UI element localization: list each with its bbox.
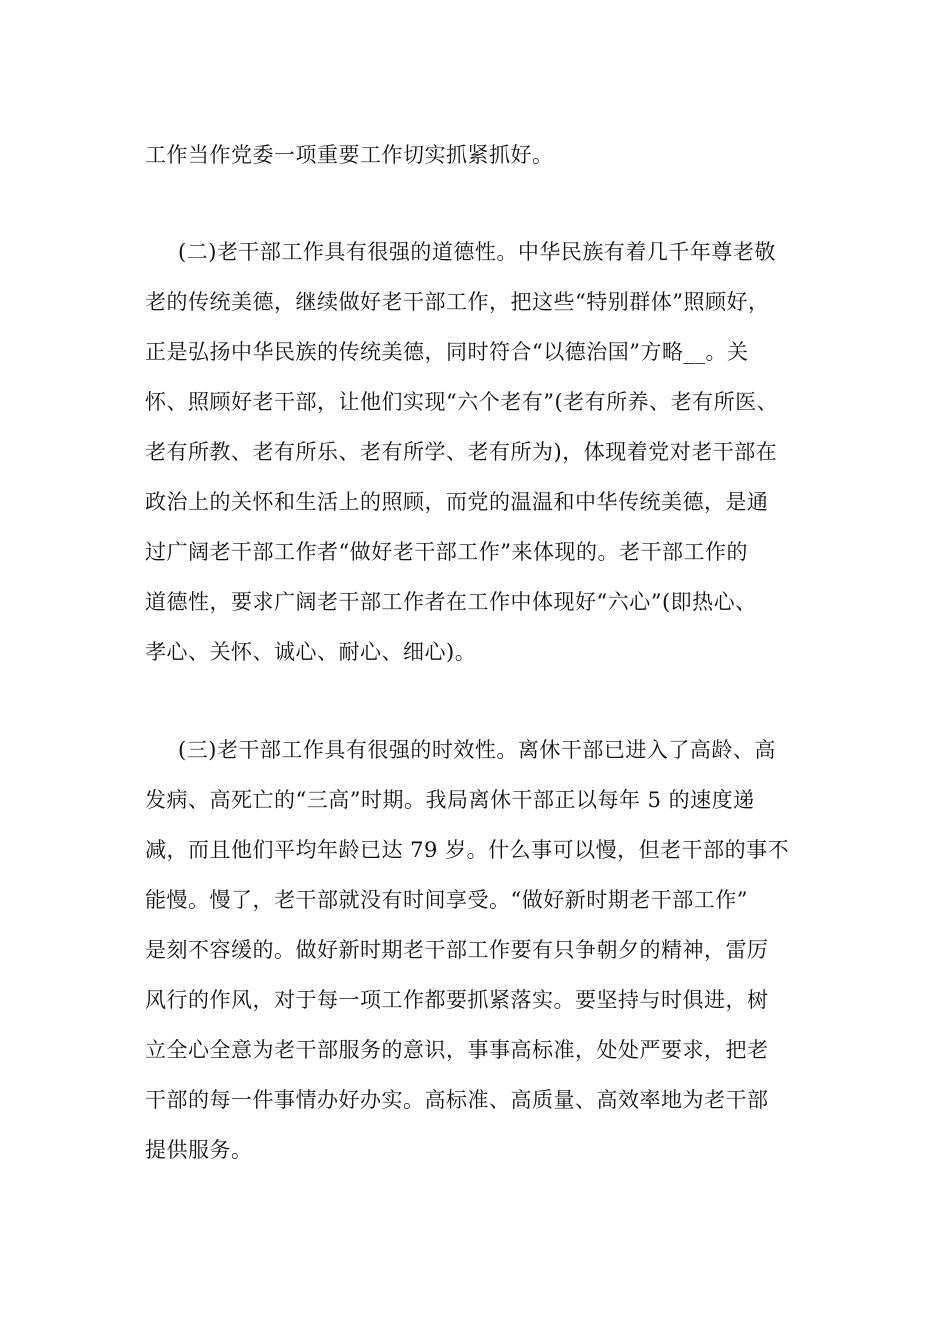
paragraph-3-line-1: (三)老干部工作具有很强的时效性。离休干部已进入了高龄、高	[178, 738, 776, 762]
paragraph-3-line-7: 立全心全意为老干部服务的意识，事事高标准，处处严要求，把老	[145, 1038, 769, 1062]
paragraph-2-line-5: 老有所教、老有所乐、老有所学、老有所为)，体现着党对老干部在	[145, 440, 778, 464]
paragraph-2-line-8: 道德性，要求广阔老干部工作者在工作中体现好“六心”(即热心、	[145, 590, 757, 614]
paragraph-2-line-9: 孝心、关怀、诚心、耐心、细心)。	[145, 640, 477, 664]
paragraph-2-line-4: 怀、照顾好老干部，让他们实现“六个老有”(老有所养、老有所医、	[145, 390, 779, 414]
paragraph-2-line-7: 过广阔老干部工作者“做好老干部工作”来体现的。老干部工作的	[145, 540, 748, 564]
paragraph-2-line-2: 老的传统美德，继续做好老干部工作，把这些“特别群体”照顾好，	[145, 290, 770, 314]
paragraph-2-line-6: 政治上的关怀和生活上的照顾，而党的温温和中华传统美德，是通	[145, 490, 769, 514]
paragraph-3-line-9: 提供服务。	[145, 1138, 253, 1162]
paragraph-3-line-5: 是刻不容缓的。做好新时期老干部工作要有只争朝夕的精神，雷厉	[145, 938, 769, 962]
paragraph-3-line-8: 干部的每一件事情办好办实。高标准、高质量、高效率地为老干部	[145, 1088, 769, 1112]
paragraph-3-line-3: 减，而且他们平均年龄已达 79 岁。什么事可以慢，但老干部的事不	[145, 838, 790, 862]
paragraph-3-line-2: 发病、高死亡的“三高”时期。我局离休干部正以每年 5 的速度递	[145, 788, 755, 812]
paragraph-3-line-4: 能慢。慢了，老干部就没有时间享受。“做好新时期老干部工作”	[145, 888, 748, 912]
paragraph-2-line-1: (二)老干部工作具有很强的道德性。中华民族有着几千年尊老敬	[178, 240, 776, 264]
paragraph-3-line-6: 风行的作风，对于每一项工作都要抓紧落实。要坚持与时俱进，树	[145, 988, 769, 1012]
paragraph-2-line-3: 正是弘扬中华民族的传统美德，同时符合“以德治国”方略__。关	[145, 340, 749, 364]
paragraph-1-line-1: 工作当作党委一项重要工作切实抓紧抓好。	[145, 143, 554, 167]
